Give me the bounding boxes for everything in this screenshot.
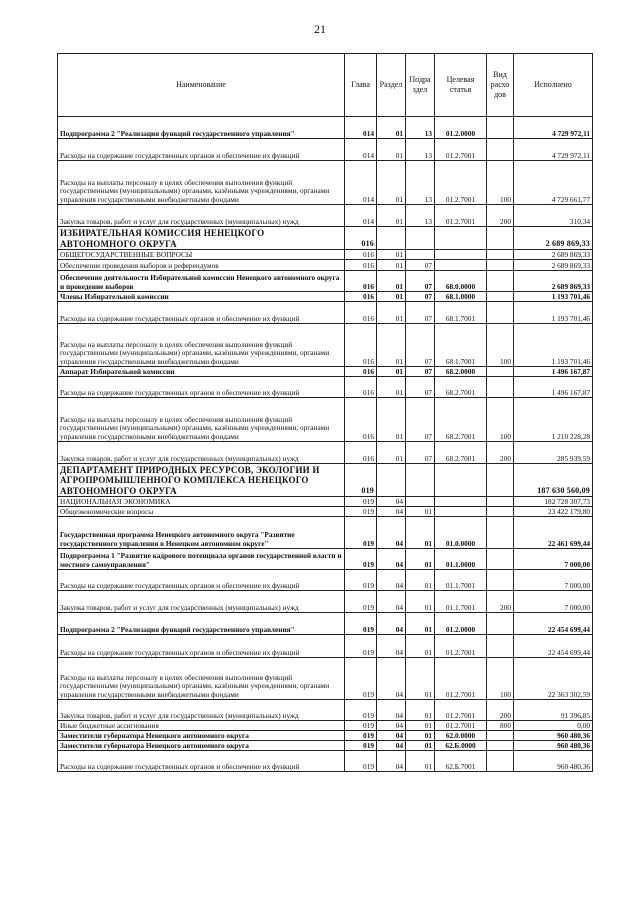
cell-glava: 019 <box>345 613 377 635</box>
cell-done: 310,34 <box>514 205 593 227</box>
table-row <box>58 161 593 205</box>
cell-done: 0,00 <box>514 721 593 731</box>
cell-podrazdel: 07 <box>406 398 435 442</box>
cell-done: 285 939,59 <box>514 442 593 464</box>
cell-vid <box>487 227 514 250</box>
cell-vid <box>487 751 514 772</box>
table-row <box>58 260 593 271</box>
cell-target: 01.1.7001 <box>435 570 487 591</box>
cell-target: 01.2.7001 <box>435 721 487 731</box>
cell-done: 2 689 869,33 <box>514 260 593 271</box>
cell-target: 01.2.7001 <box>435 635 487 658</box>
cell-vid <box>487 741 514 751</box>
cell-podrazdel <box>406 250 435 260</box>
cell-vid <box>487 367 514 377</box>
cell-name: Члены Избирательной комиссии <box>58 292 345 302</box>
cell-vid: 100 <box>487 324 514 367</box>
cell-vid <box>487 731 514 741</box>
cell-target <box>435 464 487 497</box>
cell-razdel: 04 <box>377 549 406 570</box>
cell-razdel: 01 <box>377 161 406 205</box>
cell-podrazdel: 07 <box>406 367 435 377</box>
cell-done: 7 000,00 <box>514 570 593 591</box>
cell-name: Расходы на выплаты персоналу в целях обеспечения выполнения функций государственными (муниципальными) органами, казёнными учреждениями, органами управления государственными внебюджетными фондами <box>58 324 345 367</box>
cell-done: 960 480,36 <box>514 751 593 772</box>
table-row <box>58 570 593 591</box>
cell-razdel: 01 <box>377 367 406 377</box>
table-row <box>58 302 593 324</box>
cell-razdel: 01 <box>377 117 406 139</box>
cell-podrazdel <box>406 497 435 507</box>
table-row <box>58 377 593 398</box>
table-row <box>58 227 593 250</box>
cell-name: Общеэкономические вопросы <box>58 507 345 517</box>
cell-name: Расходы на выплаты персоналу в целях обеспечения выполнения функций государственными (муниципальными) органами, казёнными учреждениями, органами управления государственными внебюджетными фондами <box>58 398 345 442</box>
cell-name: Расходы на содержание государственных органов и обеспечение их функций <box>58 302 345 324</box>
header-podrazdel: Подра здел <box>406 54 435 117</box>
header-done: Исполнено <box>514 54 593 117</box>
cell-razdel: 04 <box>377 751 406 772</box>
cell-podrazdel: 07 <box>406 271 435 292</box>
cell-name: Аппарат Избирательной комиссии <box>58 367 345 377</box>
cell-vid: 200 <box>487 591 514 613</box>
cell-razdel: 01 <box>377 442 406 464</box>
cell-done: 22 363 302,59 <box>514 658 593 700</box>
cell-glava: 016 <box>345 442 377 464</box>
header-razdel: Раздел <box>377 54 406 117</box>
cell-podrazdel: 01 <box>406 635 435 658</box>
cell-vid: 100 <box>487 658 514 700</box>
cell-target: 68.0.0000 <box>435 271 487 292</box>
cell-vid <box>487 250 514 260</box>
cell-razdel: 04 <box>377 517 406 549</box>
table-row <box>58 271 593 292</box>
cell-glava: 019 <box>345 507 377 517</box>
table-row <box>58 292 593 302</box>
cell-vid <box>487 517 514 549</box>
cell-name: Расходы на выплаты персоналу в целях обеспечения выполнения функций государственными (муниципальными) органами, казёнными учреждениями, органами управления государственными внебюджетными фондами <box>58 658 345 700</box>
cell-podrazdel: 01 <box>406 721 435 731</box>
cell-name: Подпрограмма 2 "Реализация функций государственного управления" <box>58 117 345 139</box>
cell-glava: 019 <box>345 497 377 507</box>
cell-podrazdel <box>406 227 435 250</box>
cell-target <box>435 497 487 507</box>
cell-glava: 014 <box>345 205 377 227</box>
cell-podrazdel: 13 <box>406 117 435 139</box>
cell-glava: 016 <box>345 377 377 398</box>
cell-name: ОБЩЕГОСУДАРСТВЕННЫЕ ВОПРОСЫ <box>58 250 345 260</box>
cell-vid <box>487 260 514 271</box>
header-vid: Вид расхо дов <box>487 54 514 117</box>
cell-podrazdel: 01 <box>406 613 435 635</box>
cell-vid: 800 <box>487 721 514 731</box>
cell-target: 68.1.7001 <box>435 324 487 367</box>
cell-glava: 019 <box>345 721 377 731</box>
cell-glava: 019 <box>345 570 377 591</box>
cell-razdel: 01 <box>377 139 406 161</box>
cell-podrazdel: 13 <box>406 205 435 227</box>
cell-glava: 016 <box>345 367 377 377</box>
cell-podrazdel: 13 <box>406 161 435 205</box>
cell-name: Государственная программа Ненецкого автономного округа "Развитие государственного управления в Ненецком автономном округе" <box>58 517 345 549</box>
cell-podrazdel: 01 <box>406 591 435 613</box>
cell-razdel: 01 <box>377 260 406 271</box>
table-row <box>58 635 593 658</box>
table-row <box>58 139 593 161</box>
cell-podrazdel: 01 <box>406 741 435 751</box>
cell-glava: 016 <box>345 250 377 260</box>
cell-vid <box>487 271 514 292</box>
cell-name: Подпрограмма 1 "Развитие кадрового потенциала органов государственной власти и местного самоуправления" <box>58 549 345 570</box>
cell-done: 2 689 869,33 <box>514 271 593 292</box>
table-row <box>58 497 593 507</box>
cell-name: Закупка товаров, работ и услуг для государственных (муниципальных) нужд <box>58 591 345 613</box>
cell-target: 01.2.7001 <box>435 700 487 721</box>
cell-vid: 200 <box>487 442 514 464</box>
cell-done: 2 689 869,33 <box>514 227 593 250</box>
cell-vid <box>487 613 514 635</box>
cell-name: Расходы на содержание государственных органов и обеспечение их функций <box>58 139 345 161</box>
cell-glava: 019 <box>345 731 377 741</box>
cell-done: 4 729 972,11 <box>514 117 593 139</box>
cell-glava: 016 <box>345 324 377 367</box>
cell-podrazdel: 01 <box>406 517 435 549</box>
cell-done: 4 729 972,11 <box>514 139 593 161</box>
cell-razdel: 04 <box>377 721 406 731</box>
cell-vid: 200 <box>487 205 514 227</box>
cell-glava: 016 <box>345 227 377 250</box>
cell-razdel: 04 <box>377 635 406 658</box>
header-target: Целевая статья <box>435 54 487 117</box>
cell-razdel: 04 <box>377 591 406 613</box>
cell-razdel: 01 <box>377 205 406 227</box>
table-header <box>58 54 593 117</box>
cell-vid: 100 <box>487 398 514 442</box>
cell-podrazdel: 01 <box>406 570 435 591</box>
cell-target: 62.0.0000 <box>435 731 487 741</box>
cell-target: 01.2.7001 <box>435 658 487 700</box>
cell-target: 68.2.0000 <box>435 367 487 377</box>
cell-vid: 100 <box>487 161 514 205</box>
cell-glava: 019 <box>345 591 377 613</box>
cell-target: 68.2.7001 <box>435 442 487 464</box>
cell-target: 01.2.0000 <box>435 117 487 139</box>
table-row <box>58 442 593 464</box>
cell-done: 1 496 167,87 <box>514 377 593 398</box>
cell-glava: 016 <box>345 260 377 271</box>
cell-razdel: 04 <box>377 700 406 721</box>
cell-razdel <box>377 227 406 250</box>
cell-podrazdel: 07 <box>406 302 435 324</box>
cell-done: 1 193 701,46 <box>514 302 593 324</box>
cell-target <box>435 260 487 271</box>
cell-razdel: 04 <box>377 613 406 635</box>
cell-glava: 016 <box>345 398 377 442</box>
cell-done: 7 000,00 <box>514 591 593 613</box>
cell-target: 68.2.7001 <box>435 377 487 398</box>
cell-name: Расходы на выплаты персоналу в целях обеспечения выполнения функций государственными (муниципальными) органами, казёнными учреждениями, органами управления государственными внебюджетными фондами <box>58 161 345 205</box>
cell-vid <box>487 464 514 497</box>
cell-podrazdel: 07 <box>406 377 435 398</box>
table-row <box>58 205 593 227</box>
table-row <box>58 613 593 635</box>
header-glava: Глава <box>345 54 377 117</box>
cell-glava: 019 <box>345 658 377 700</box>
cell-podrazdel: 01 <box>406 731 435 741</box>
cell-target: 01.2.7001 <box>435 161 487 205</box>
cell-name: Расходы на содержание государственных органов и обеспечение их функций <box>58 570 345 591</box>
cell-razdel: 01 <box>377 302 406 324</box>
cell-razdel: 01 <box>377 324 406 367</box>
cell-vid: 200 <box>487 700 514 721</box>
cell-podrazdel: 07 <box>406 324 435 367</box>
cell-vid <box>487 549 514 570</box>
cell-razdel: 04 <box>377 741 406 751</box>
table-row <box>58 398 593 442</box>
cell-podrazdel: 01 <box>406 658 435 700</box>
cell-target <box>435 507 487 517</box>
cell-target <box>435 250 487 260</box>
cell-done: 1 193 701,46 <box>514 324 593 367</box>
cell-glava: 019 <box>345 549 377 570</box>
cell-name: ДЕПАРТАМЕНТ ПРИРОДНЫХ РЕСУРСОВ, ЭКОЛОГИИ И АГРОПРОМЫШЛЕННОГО КОМПЛЕКСА НЕНЕЦКОГО АВТОНОМНОГО ОКРУГА <box>58 464 345 497</box>
cell-vid <box>487 635 514 658</box>
table-row <box>58 700 593 721</box>
cell-podrazdel: 07 <box>406 292 435 302</box>
cell-target: 62.Б.7001 <box>435 751 487 772</box>
cell-name: Заместители губернатора Ненецкого автономного округа <box>58 731 345 741</box>
budget-table <box>57 53 593 772</box>
cell-razdel <box>377 464 406 497</box>
cell-podrazdel: 07 <box>406 260 435 271</box>
cell-glava: 019 <box>345 741 377 751</box>
cell-podrazdel: 01 <box>406 549 435 570</box>
cell-target: 68.2.7001 <box>435 398 487 442</box>
cell-glava: 014 <box>345 117 377 139</box>
table-row <box>58 731 593 741</box>
cell-razdel: 01 <box>377 250 406 260</box>
cell-razdel: 01 <box>377 271 406 292</box>
cell-glava: 016 <box>345 292 377 302</box>
cell-done: 22 461 699,44 <box>514 517 593 549</box>
cell-vid <box>487 570 514 591</box>
cell-name: НАЦИОНАЛЬНАЯ ЭКОНОМИКА <box>58 497 345 507</box>
cell-done: 1 193 701,46 <box>514 292 593 302</box>
cell-target: 01.2.0000 <box>435 613 487 635</box>
cell-podrazdel: 01 <box>406 507 435 517</box>
cell-razdel: 04 <box>377 497 406 507</box>
cell-done: 182 728 307,73 <box>514 497 593 507</box>
cell-name: Обеспечение проведения выборов и референдумов <box>58 260 345 271</box>
cell-glava: 014 <box>345 161 377 205</box>
cell-razdel: 04 <box>377 507 406 517</box>
cell-name: Закупка товаров, работ и услуг для государственных (муниципальных) нужд <box>58 205 345 227</box>
cell-vid <box>487 507 514 517</box>
cell-glava: 019 <box>345 635 377 658</box>
cell-vid <box>487 117 514 139</box>
cell-target: 68.1.0000 <box>435 292 487 302</box>
cell-vid <box>487 377 514 398</box>
cell-name: Обеспечение деятельности Избирательной комиссии Ненецкого автономного округа и проведение выборов <box>58 271 345 292</box>
cell-done: 187 630 560,09 <box>514 464 593 497</box>
cell-razdel: 04 <box>377 570 406 591</box>
header-name: Наименование <box>58 54 345 117</box>
cell-name: Расходы на содержание государственных органов и обеспечение их функций <box>58 751 345 772</box>
cell-done: 4 729 661,77 <box>514 161 593 205</box>
cell-razdel: 01 <box>377 377 406 398</box>
cell-podrazdel: 13 <box>406 139 435 161</box>
cell-name: Расходы на содержание государственных органов и обеспечение их функций <box>58 635 345 658</box>
cell-target <box>435 227 487 250</box>
cell-vid <box>487 292 514 302</box>
cell-done: 22 454 699,44 <box>514 613 593 635</box>
table-row <box>58 517 593 549</box>
cell-done: 1 210 228,28 <box>514 398 593 442</box>
cell-done: 960 480,36 <box>514 741 593 751</box>
cell-target: 62.Б.0000 <box>435 741 487 751</box>
cell-vid <box>487 497 514 507</box>
table-row <box>58 324 593 367</box>
cell-done: 960 480,36 <box>514 731 593 741</box>
cell-razdel: 04 <box>377 658 406 700</box>
table-row <box>58 721 593 731</box>
cell-podrazdel: 01 <box>406 751 435 772</box>
cell-glava: 016 <box>345 302 377 324</box>
table-row <box>58 250 593 260</box>
table-body <box>58 117 593 772</box>
table-row <box>58 367 593 377</box>
cell-name: Расходы на содержание государственных органов и обеспечение их функций <box>58 377 345 398</box>
cell-name: Подпрограмма 2 "Реализация функций государственного управления" <box>58 613 345 635</box>
cell-target: 01.0.0000 <box>435 517 487 549</box>
table-row <box>58 549 593 570</box>
cell-name: ИЗБИРАТЕЛЬНАЯ КОМИССИЯ НЕНЕЦКОГО АВТОНОМНОГО ОКРУГА <box>58 227 345 250</box>
cell-podrazdel <box>406 464 435 497</box>
table-row <box>58 117 593 139</box>
cell-podrazdel: 01 <box>406 700 435 721</box>
cell-name: Иные бюджетные ассигнования <box>58 721 345 731</box>
cell-done: 2 689 869,33 <box>514 250 593 260</box>
cell-name: Заместители губернатора Ненецкого автономного округа <box>58 741 345 751</box>
table-row <box>58 658 593 700</box>
cell-glava: 019 <box>345 517 377 549</box>
cell-done: 1 496 167,87 <box>514 367 593 377</box>
table-row <box>58 464 593 497</box>
page-number: 21 <box>314 22 326 36</box>
table-row <box>58 741 593 751</box>
cell-glava: 019 <box>345 464 377 497</box>
cell-glava: 019 <box>345 751 377 772</box>
cell-done: 91 396,85 <box>514 700 593 721</box>
cell-done: 22 454 699,44 <box>514 635 593 658</box>
cell-razdel: 01 <box>377 292 406 302</box>
cell-glava: 016 <box>345 271 377 292</box>
cell-target: 01.1.7001 <box>435 591 487 613</box>
cell-target: 01.1.0000 <box>435 549 487 570</box>
cell-razdel: 01 <box>377 398 406 442</box>
cell-glava: 014 <box>345 139 377 161</box>
table-row <box>58 591 593 613</box>
cell-name: Закупка товаров, работ и услуг для государственных (муниципальных) нужд <box>58 700 345 721</box>
cell-name: Закупка товаров, работ и услуг для государственных (муниципальных) нужд <box>58 442 345 464</box>
cell-done: 23 422 179,80 <box>514 507 593 517</box>
cell-podrazdel: 07 <box>406 442 435 464</box>
cell-done: 7 000,00 <box>514 549 593 570</box>
cell-vid <box>487 302 514 324</box>
cell-vid <box>487 139 514 161</box>
cell-target: 01.2.7001 <box>435 205 487 227</box>
table-row <box>58 751 593 772</box>
cell-target: 01.2.7001 <box>435 139 487 161</box>
cell-target: 68.1.7001 <box>435 302 487 324</box>
cell-glava: 019 <box>345 700 377 721</box>
table-row <box>58 507 593 517</box>
cell-razdel: 04 <box>377 731 406 741</box>
